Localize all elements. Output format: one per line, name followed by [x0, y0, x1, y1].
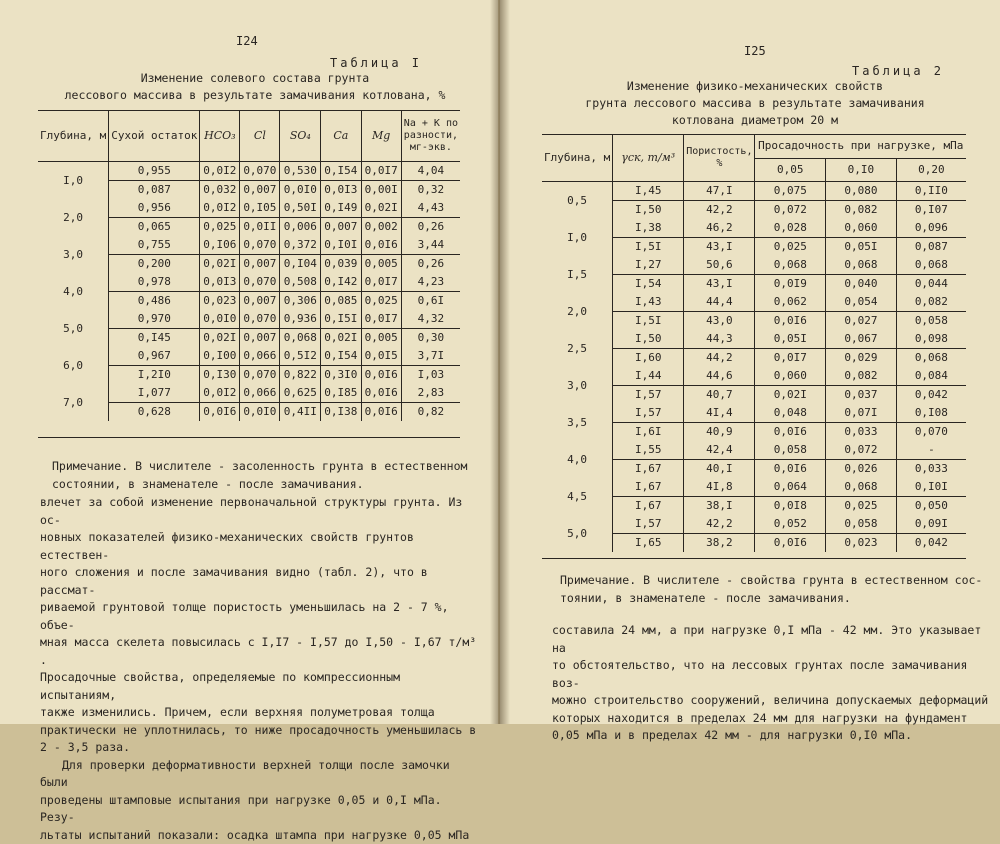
right-table-label: Таблица 2 [852, 64, 944, 78]
text-line: составила 24 мм, а при нагрузке 0,I мПа - 42 мм. Это указывает на [552, 622, 992, 657]
numerator-cell: 0,970 [109, 310, 200, 329]
denominator-cell: 0,006 [280, 218, 321, 237]
numerator-cell: 0,09I [896, 515, 966, 534]
text-line: Для проверки деформативности верхней толщи после замочки были [40, 757, 480, 792]
denominator-cell: 44,2 [684, 349, 755, 368]
denominator-cell: 0,070 [240, 366, 280, 385]
left-table-label: Таблица I [330, 56, 422, 70]
denominator-cell: 0,02I [200, 255, 240, 274]
numerator-cell: 0,02I [361, 199, 401, 218]
depth-cell: I,5 [542, 256, 613, 293]
depth-cell: 7,0 [38, 384, 109, 421]
numerator-cell: 0,067 [826, 330, 897, 349]
denominator-cell: 40,I [684, 460, 755, 479]
numerator-cell: 0,I54 [321, 347, 361, 366]
numerator-cell: 42,2 [684, 515, 755, 534]
caption-line: Изменение солевого состава грунта [40, 70, 470, 87]
numerator-cell: 4,32 [401, 310, 460, 329]
denominator-cell: 0,025 [200, 218, 240, 237]
caption-line: котлована диаметром 20 м [540, 112, 970, 129]
denominator-cell: 0,065 [109, 218, 200, 237]
numerator-cell: 47,I [684, 182, 755, 201]
depth-cell: I,0 [38, 162, 109, 200]
denominator-cell: 0,039 [321, 255, 361, 274]
numerator-cell: 0,068 [896, 256, 966, 275]
depth-cell: 2,0 [38, 199, 109, 236]
denominator-cell: 0,032 [200, 181, 240, 200]
denominator-cell: 0,040 [826, 275, 897, 294]
right-page [500, 0, 1000, 724]
denominator-cell: 0,0I6 [200, 403, 240, 422]
denominator-cell: 0,I45 [109, 329, 200, 348]
col-header-porosity: Пористость, % [684, 135, 755, 182]
denominator-cell: 38,2 [684, 534, 755, 553]
numerator-cell: 44,6 [684, 367, 755, 386]
col-header-load-010: 0,I0 [826, 158, 897, 182]
denominator-cell: 0,0I6 [755, 423, 826, 442]
numerator-cell: 0,084 [896, 367, 966, 386]
col-header-depth: Глубина, м [542, 135, 613, 182]
numerator-cell: I,67 [613, 478, 684, 497]
numerator-cell: 0,I0I [321, 236, 361, 255]
text-line: то обстоятельство, что на лессовых грунтах после замачивания воз- [552, 657, 992, 692]
col-header-depth: Глубина, м [38, 111, 109, 162]
numerator-cell: 0,0I7 [361, 162, 401, 181]
denominator-cell: 0,007 [240, 181, 280, 200]
denominator-cell: 0,085 [321, 292, 361, 311]
table-row [38, 162, 460, 181]
numerator-cell: I,57 [613, 404, 684, 423]
numerator-cell: 0,080 [826, 182, 897, 201]
numerator-cell: 0,05I [755, 330, 826, 349]
text-line: Просадочные свойства, определяемые по компрессионным испытаниям, [40, 669, 480, 704]
numerator-cell: 3,7I [401, 347, 460, 366]
col-header-cl: Cl [240, 111, 280, 162]
denominator-cell: 0,0I6 [755, 534, 826, 553]
denominator-cell: 0,0I6 [361, 403, 401, 422]
numerator-cell: I,45 [613, 182, 684, 201]
numerator-cell: 0,I08 [896, 404, 966, 423]
denominator-cell: I,60 [613, 349, 684, 368]
denominator-cell: 0,02I [755, 386, 826, 405]
denominator-cell: 0,033 [826, 423, 897, 442]
right-page-number: I25 [744, 44, 766, 58]
note-line: тоянии, в знаменателе - после замачивания. [560, 590, 990, 608]
depth-cell: 4,0 [38, 273, 109, 310]
denominator-cell: 0,I30 [200, 366, 240, 385]
left-page [0, 0, 498, 724]
text-line: влечет за собой изменение первоначальной структуры грунта. Из ос- [40, 494, 480, 529]
denominator-cell: 0,023 [826, 534, 897, 553]
numerator-cell: 4,04 [401, 162, 460, 181]
numerator-cell: 0,955 [109, 162, 200, 181]
denominator-cell: 0,306 [280, 292, 321, 311]
text-line: которых находится в пределах 24 мм для нагрузки на фундамент [552, 710, 992, 728]
text-line: 2 - 3,5 раза. [40, 739, 480, 757]
denominator-cell: I,65 [613, 534, 684, 553]
table-row [542, 441, 966, 460]
numerator-cell: 0,II0 [896, 182, 966, 201]
numerator-cell: 0,0I3 [200, 273, 240, 292]
text-line: мная масса скелета повысилась с I,I7 - I,57 до I,50 - I,67 т/м³ . [40, 634, 480, 669]
numerator-cell: 0,967 [109, 347, 200, 366]
denominator-cell: 0,026 [826, 460, 897, 479]
numerator-cell: 0,070 [240, 273, 280, 292]
denominator-cell: 0,050 [896, 497, 966, 516]
denominator-cell: I,54 [613, 275, 684, 294]
denominator-cell: 0,0I0 [280, 181, 321, 200]
right-paragraph [552, 622, 992, 745]
numerator-cell: 4,23 [401, 273, 460, 292]
numerator-cell: 0,0I2 [200, 384, 240, 403]
numerator-cell: 0,I85 [321, 384, 361, 403]
numerator-cell: I,38 [613, 219, 684, 238]
col-header-hco3: HCO₃ [200, 111, 240, 162]
left-paragraph-1 [40, 494, 480, 844]
numerator-cell: I,43 [613, 293, 684, 312]
denominator-cell: 0,I04 [280, 255, 321, 274]
table-row [542, 367, 966, 386]
denominator-cell: 0,027 [826, 312, 897, 331]
depth-cell: 2,5 [542, 330, 613, 367]
numerator-cell: 0,530 [280, 162, 321, 181]
denominator-cell: 0,05I [826, 238, 897, 257]
numerator-cell: 0,508 [280, 273, 321, 292]
caption-line: грунта лессового массива в результате замачивания [540, 95, 970, 112]
denominator-cell: 0,025 [755, 238, 826, 257]
table-bottom-rule [542, 558, 966, 559]
denominator-cell: I,67 [613, 497, 684, 516]
numerator-cell: 0,0I5 [361, 347, 401, 366]
table-row [38, 273, 460, 292]
denominator-cell: 0,00I [361, 181, 401, 200]
right-table-note [560, 572, 990, 607]
denominator-cell: I,6I [613, 423, 684, 442]
left-table-note [52, 458, 472, 493]
denominator-cell: 0,070 [896, 423, 966, 442]
denominator-cell: 0,0I6 [755, 312, 826, 331]
denominator-cell: 38,I [684, 497, 755, 516]
numerator-cell: 0,070 [240, 162, 280, 181]
numerator-cell: 0,052 [755, 515, 826, 534]
denominator-cell: 0,30 [401, 329, 460, 348]
denominator-cell: 0,4II [280, 403, 321, 422]
denominator-cell: 0,042 [896, 534, 966, 553]
numerator-cell: 0,068 [826, 256, 897, 275]
denominator-cell: I,50 [613, 201, 684, 220]
denominator-cell: 0,26 [401, 255, 460, 274]
denominator-cell: 0,0I6 [361, 366, 401, 385]
depth-cell: I,0 [542, 219, 613, 256]
table-row [38, 236, 460, 255]
numerator-cell: 0,0I2 [200, 199, 240, 218]
numerator-cell: 0,0I7 [361, 310, 401, 329]
numerator-cell: - [896, 441, 966, 460]
numerator-cell: 0,I0I [896, 478, 966, 497]
physical-properties-table [542, 134, 966, 552]
numerator-cell: 0,5I2 [280, 347, 321, 366]
table-row [542, 515, 966, 534]
denominator-cell: 0,025 [361, 292, 401, 311]
depth-cell: 3,0 [38, 236, 109, 273]
numerator-cell: 0,372 [280, 236, 321, 255]
denominator-cell: 0,32 [401, 181, 460, 200]
text-line: ного сложения и после замачивания видно (табл. 2), что в рассмат- [40, 564, 480, 599]
denominator-cell: 0,082 [826, 201, 897, 220]
text-line: проведены штамповые испытания при нагрузке 0,05 и 0,I мПа. Резу- [40, 792, 480, 827]
denominator-cell: 0,26 [401, 218, 460, 237]
numerator-cell: 0,I05 [240, 199, 280, 218]
numerator-cell: 0,0I7 [361, 273, 401, 292]
depth-cell: 5,0 [542, 515, 613, 552]
numerator-cell: 0,098 [896, 330, 966, 349]
col-header-settlement: Просадочность при нагрузке, мПа [755, 135, 966, 159]
table-row [38, 384, 460, 403]
numerator-cell: 0,956 [109, 199, 200, 218]
numerator-cell: 0,058 [755, 441, 826, 460]
denominator-cell: I,57 [613, 386, 684, 405]
denominator-cell: 0,628 [109, 403, 200, 422]
denominator-cell: 0,0I9 [755, 275, 826, 294]
denominator-cell: 0,007 [240, 329, 280, 348]
numerator-cell: I,27 [613, 256, 684, 275]
denominator-cell: 0,087 [896, 238, 966, 257]
numerator-cell: 0,I5I [321, 310, 361, 329]
depth-cell: 5,0 [38, 310, 109, 347]
note-line: Примечание. В числителе - свойства грунта в естественном сос- [560, 572, 990, 590]
denominator-cell: 43,0 [684, 312, 755, 331]
caption-line: лессового массива в результате замачивания котлована, % [40, 87, 470, 104]
numerator-cell: 0,I06 [200, 236, 240, 255]
numerator-cell: 0,082 [896, 293, 966, 312]
numerator-cell: 0,0I6 [361, 384, 401, 403]
denominator-cell: 0,I38 [321, 403, 361, 422]
numerator-cell: I,44 [613, 367, 684, 386]
col-header-na-k: Na + K по разности, мг-экв. [401, 111, 460, 162]
denominator-cell: 0,029 [826, 349, 897, 368]
depth-cell: 4,0 [542, 441, 613, 478]
numerator-cell: 0,50I [280, 199, 321, 218]
table-row [38, 310, 460, 329]
numerator-cell: 0,I00 [200, 347, 240, 366]
numerator-cell: I,077 [109, 384, 200, 403]
denominator-cell: 0,068 [896, 349, 966, 368]
denominator-cell: 0,0I6 [755, 460, 826, 479]
numerator-cell: 0,082 [826, 367, 897, 386]
right-table-caption [540, 78, 970, 129]
denominator-cell: 0,0I0 [240, 403, 280, 422]
denominator-cell: 0,02I [200, 329, 240, 348]
numerator-cell: 0,028 [755, 219, 826, 238]
col-header-mg: Mg [361, 111, 401, 162]
denominator-cell: I,03 [401, 366, 460, 385]
table-row [542, 219, 966, 238]
numerator-cell: 0,066 [240, 347, 280, 366]
denominator-cell: 0,82 [401, 403, 460, 422]
table-row [38, 199, 460, 218]
denominator-cell: 0,042 [896, 386, 966, 405]
denominator-cell: 40,7 [684, 386, 755, 405]
numerator-cell: 4I,8 [684, 478, 755, 497]
numerator-cell: 0,755 [109, 236, 200, 255]
numerator-cell: I,55 [613, 441, 684, 460]
denominator-cell: 43,I [684, 275, 755, 294]
numerator-cell: 0,096 [896, 219, 966, 238]
numerator-cell: 46,2 [684, 219, 755, 238]
table-row [542, 404, 966, 423]
denominator-cell: I,67 [613, 460, 684, 479]
numerator-cell: 3,44 [401, 236, 460, 255]
denominator-cell: 43,I [684, 238, 755, 257]
numerator-cell: 0,070 [240, 310, 280, 329]
denominator-cell: I,5I [613, 238, 684, 257]
table-row [542, 330, 966, 349]
denominator-cell: 0,486 [109, 292, 200, 311]
numerator-cell: 0,070 [240, 236, 280, 255]
denominator-cell: 0,002 [361, 218, 401, 237]
numerator-cell: 0,I42 [321, 273, 361, 292]
table-row [542, 293, 966, 312]
numerator-cell: 0,072 [826, 441, 897, 460]
denominator-cell: 0,007 [240, 292, 280, 311]
numerator-cell: 2,83 [401, 384, 460, 403]
caption-line: Изменение физико-механических свойств [540, 78, 970, 95]
denominator-cell: 0,822 [280, 366, 321, 385]
numerator-cell: 0,068 [826, 478, 897, 497]
denominator-cell: 42,2 [684, 201, 755, 220]
text-line: практически не уплотнилась, то ниже просадочность уменьшилась в [40, 722, 480, 740]
table-header-row [38, 111, 460, 162]
denominator-cell: 0,007 [240, 255, 280, 274]
numerator-cell: 0,978 [109, 273, 200, 292]
numerator-cell: 0,048 [755, 404, 826, 423]
col-header-ca: Ca [321, 111, 361, 162]
table-row [38, 347, 460, 366]
denominator-cell: 0,068 [280, 329, 321, 348]
col-header-density: γск, т/м³ [613, 135, 684, 182]
text-line: 0,05 мПа и в пределах 42 мм - для нагрузки 0,I0 мПа. [552, 727, 992, 745]
denominator-cell: 0,3I0 [321, 366, 361, 385]
numerator-cell: 0,060 [826, 219, 897, 238]
left-page-number: I24 [236, 34, 258, 48]
numerator-cell: 50,6 [684, 256, 755, 275]
depth-cell: 6,0 [38, 347, 109, 384]
denominator-cell: 0,200 [109, 255, 200, 274]
numerator-cell: 44,4 [684, 293, 755, 312]
numerator-cell: 0,062 [755, 293, 826, 312]
denominator-cell: 0,007 [321, 218, 361, 237]
denominator-cell: 0,0II [240, 218, 280, 237]
numerator-cell: 0,0I2 [200, 162, 240, 181]
numerator-cell: 0,064 [755, 478, 826, 497]
text-line: новных показателей физико-механических свойств грунтов естествен- [40, 529, 480, 564]
denominator-cell: 0,033 [896, 460, 966, 479]
text-line: можно строительство сооружений, величина допускаемых деформаций [552, 692, 992, 710]
depth-cell: 3,0 [542, 367, 613, 404]
numerator-cell: 0,936 [280, 310, 321, 329]
note-line: Примечание. В числителе - засоленность грунта в естественном [52, 458, 472, 476]
denominator-cell: 0,025 [826, 497, 897, 516]
denominator-cell: 0,6I [401, 292, 460, 311]
numerator-cell: 42,4 [684, 441, 755, 460]
text-line: также изменились. Причем, если верхняя полуметровая толща [40, 704, 480, 722]
table-row [542, 478, 966, 497]
numerator-cell: 0,I54 [321, 162, 361, 181]
salt-composition-table [38, 110, 460, 421]
left-table-caption [40, 70, 470, 104]
table-bottom-rule [38, 437, 460, 438]
denominator-cell: 0,072 [755, 201, 826, 220]
book-gutter [490, 0, 510, 724]
denominator-cell: I,5I [613, 312, 684, 331]
numerator-cell: 0,060 [755, 367, 826, 386]
denominator-cell: I,2I0 [109, 366, 200, 385]
table-row [542, 182, 966, 201]
denominator-cell: 0,023 [200, 292, 240, 311]
numerator-cell: 0,054 [826, 293, 897, 312]
numerator-cell: 0,625 [280, 384, 321, 403]
denominator-cell: 0,037 [826, 386, 897, 405]
numerator-cell: 44,3 [684, 330, 755, 349]
numerator-cell: 0,0I6 [361, 236, 401, 255]
numerator-cell: 4I,4 [684, 404, 755, 423]
denominator-cell: 0,I07 [896, 201, 966, 220]
col-header-load-020: 0,20 [896, 158, 966, 182]
col-header-so4: SO₄ [280, 111, 321, 162]
table-header-row [542, 135, 966, 159]
col-header-dry-residue: Сухой остаток [109, 111, 200, 162]
numerator-cell: I,57 [613, 515, 684, 534]
numerator-cell: I,50 [613, 330, 684, 349]
numerator-cell: 4,43 [401, 199, 460, 218]
denominator-cell: 0,0I3 [321, 181, 361, 200]
depth-cell: 0,5 [542, 182, 613, 220]
denominator-cell: 0,005 [361, 255, 401, 274]
denominator-cell: 0,0I8 [755, 497, 826, 516]
depth-cell: 3,5 [542, 404, 613, 441]
numerator-cell: 0,075 [755, 182, 826, 201]
depth-cell: 4,5 [542, 478, 613, 515]
denominator-cell: 0,005 [361, 329, 401, 348]
depth-cell: 2,0 [542, 293, 613, 330]
denominator-cell: 0,02I [321, 329, 361, 348]
denominator-cell: 0,087 [109, 181, 200, 200]
numerator-cell: 0,058 [826, 515, 897, 534]
numerator-cell: 0,068 [755, 256, 826, 275]
numerator-cell: 0,07I [826, 404, 897, 423]
denominator-cell: 0,058 [896, 312, 966, 331]
table-row [542, 256, 966, 275]
col-header-load-005: 0,05 [755, 158, 826, 182]
numerator-cell: 0,I49 [321, 199, 361, 218]
text-line: льтаты испытаний показали: осадка штампа при нагрузке 0,05 мПа [40, 827, 480, 844]
numerator-cell: 0,066 [240, 384, 280, 403]
numerator-cell: 0,0I0 [200, 310, 240, 329]
denominator-cell: 40,9 [684, 423, 755, 442]
note-line: состоянии, в знаменателе - после замачивания. [52, 476, 472, 494]
denominator-cell: 0,0I7 [755, 349, 826, 368]
denominator-cell: 0,044 [896, 275, 966, 294]
text-line: риваемой грунтовой толще пористость уменьшилась на 2 - 7 %, объе- [40, 599, 480, 634]
